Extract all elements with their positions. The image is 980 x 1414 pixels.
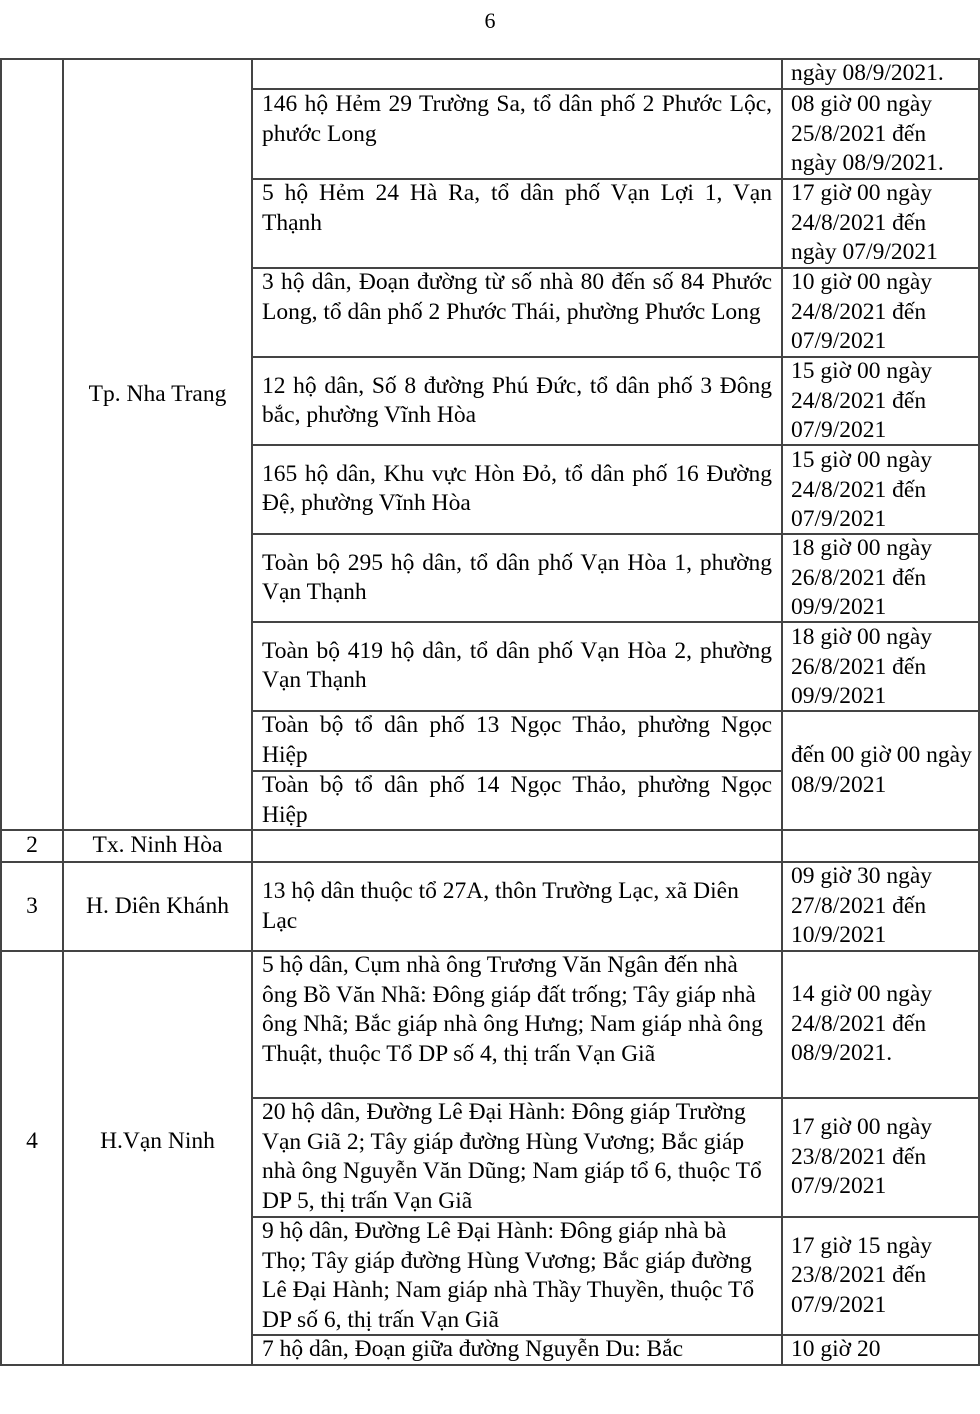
time-cell: 10 giờ 00 ngày 24/8/2021 đến 07/9/2021 <box>791 269 933 354</box>
time-cell: 17 giờ 00 ngày 24/8/2021 đến ngày 07/9/2021 <box>791 180 938 265</box>
time-cell: 15 giờ 00 ngày 24/8/2021 đến 07/9/2021 <box>791 358 933 443</box>
address-cell: 7 hộ dân, Đoạn giữa đường Nguyễn Du: Bắc <box>262 1336 684 1362</box>
time-cell: 18 giờ 00 ngày 26/8/2021 đến 09/9/2021 <box>791 624 933 709</box>
time-cell-shared: đến 00 giờ 00 ngày 08/9/2021 <box>791 742 972 798</box>
address-cell: 9 hộ dân, Đường Lê Đại Hành: Đông giáp nhà bà Thọ; Tây giáp đường Hùng Vương; Bắc giáp đường Lê Đại Hành; Nam giáp nhà Thầy Thuyền, thuộc Tổ DP số 6, thị trấn Vạn Giã <box>262 1218 755 1333</box>
district-cell: Tp. Nha Trang <box>88 381 227 408</box>
time-cell: 14 giờ 00 ngày 24/8/2021 đến 08/9/2021. <box>791 981 933 1067</box>
page-number: 6 <box>484 8 496 33</box>
district-cell: Tx. Ninh Hòa <box>92 832 223 859</box>
stt-cell: 3 <box>26 892 38 919</box>
address-cell: 13 hộ dân thuộc tổ 27A, thôn Trường Lạc, xã Diên Lạc <box>262 878 739 934</box>
district-cell: H.Vạn Ninh <box>100 1128 215 1155</box>
address-cell: 3 hộ dân, Đoạn đường từ số nhà 80 đến số 84 Phước Long, tổ dân phố 2 Phước Thái, phường Phước Long <box>262 269 772 325</box>
time-cell: 09 giờ 30 ngày 27/8/2021 đến 10/9/2021 <box>791 863 933 948</box>
address-cell: 146 hộ Hẻm 29 Trường Sa, tổ dân phố 2 Phước Lộc, phước Long <box>262 91 772 147</box>
address-cell: 165 hộ dân, Khu vực Hòn Đỏ, tổ dân phố 16 Đường Đệ, phường Vĩnh Hòa <box>262 460 772 516</box>
address-cell: Toàn bộ tổ dân phố 13 Ngọc Thảo, phường Ngọc Hiệp <box>262 712 772 768</box>
address-cell: Toàn bộ tổ dân phố 14 Ngọc Thảo, phường Ngọc Hiệp <box>262 772 772 828</box>
address-cell: 5 hộ dân, Cụm nhà ông Trương Văn Ngân đến nhà ông Bồ Văn Nhã: Đông giáp đất trống; Tây giáp nhà ông Nhã; Bắc giáp nhà ông Hưng; Nam giáp nhà ông Thuật, thuộc Tổ DP số 4, thị trấn Vạn Giã <box>262 952 763 1067</box>
stt-cell: 4 <box>26 1128 38 1155</box>
address-cell: 12 hộ dân, Số 8 đường Phú Đức, tổ dân phố 3 Đông bắc, phường Vĩnh Hòa <box>262 372 772 428</box>
address-cell: Toàn bộ 295 hộ dân, tổ dân phố Vạn Hòa 1, phường Vạn Thạnh <box>262 549 772 605</box>
time-cell: 08 giờ 00 ngày 25/8/2021 đến ngày 08/9/2021. <box>791 91 944 176</box>
time-cell: ngày 08/9/2021. <box>791 60 944 86</box>
col-divider-3 <box>781 58 783 1366</box>
time-cell: 15 giờ 00 ngày 24/8/2021 đến 07/9/2021 <box>791 447 933 532</box>
address-cell: 20 hộ dân, Đường Lê Đại Hành: Đông giáp Trường Vạn Giã 2; Tây giáp đường Hùng Vương; Bắc giáp nhà ông Nguyễn Văn Dũng; Nam giáp tổ 6, thuộc Tổ DP 5, thị trấn Vạn Giã <box>262 1099 762 1214</box>
time-cell: 17 giờ 15 ngày 23/8/2021 đến 07/9/2021 <box>791 1232 933 1318</box>
time-cell: 10 giờ 20 <box>791 1336 881 1362</box>
address-cell: Toàn bộ 419 hộ dân, tổ dân phố Vạn Hòa 2, phường Vạn Thạnh <box>262 637 772 693</box>
col-divider-2 <box>251 58 253 1366</box>
district-cell: H. Diên Khánh <box>86 892 229 919</box>
time-cell: 17 giờ 00 ngày 23/8/2021 đến 07/9/2021 <box>791 1114 933 1200</box>
address-cell: 5 hộ Hẻm 24 Hà Ra, tổ dân phố Vạn Lợi 1, Vạn Thạnh <box>262 180 772 236</box>
time-cell: 18 giờ 00 ngày 26/8/2021 đến 09/9/2021 <box>791 535 933 620</box>
stt-cell: 2 <box>26 832 38 859</box>
